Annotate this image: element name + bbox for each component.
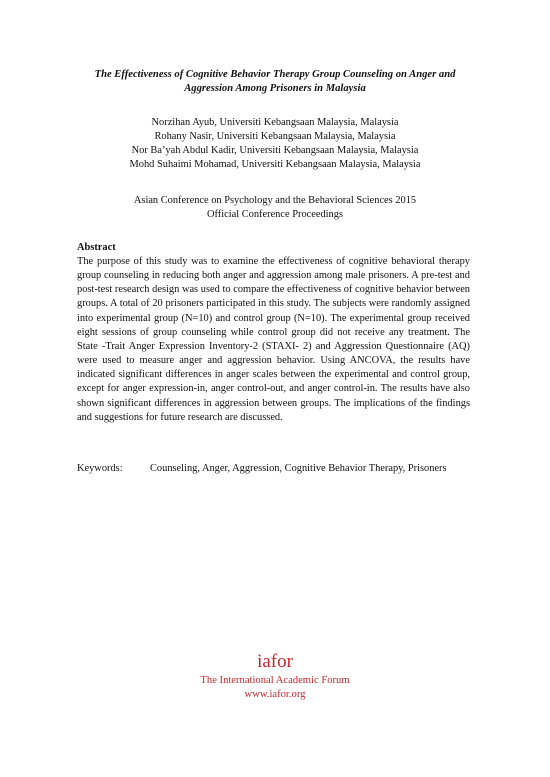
author-affiliation: Mohd Suhaimi Mohamad, Universiti Kebangsaan Malaysia, Malaysia xyxy=(129,159,421,170)
author-affiliation: Norzihan Ayub, Universiti Kebangsaan Malaysia, Malaysia xyxy=(151,117,399,128)
author-affiliation: Nor Ba’yah Abdul Kadir, Universiti Kebangsaan Malaysia, Malaysia xyxy=(131,145,419,156)
publisher-footer xyxy=(0,650,550,702)
author-affiliation: Rohany Nasir, Universiti Kebangsaan Malaysia, Malaysia xyxy=(154,131,396,142)
paper-title-line-2: Aggression Among Prisoners in Malaysia xyxy=(184,83,366,94)
keywords-label: Keywords: xyxy=(77,463,123,474)
keywords-list: Counseling, Anger, Aggression, Cognitive Behavior Therapy, Prisoners xyxy=(150,463,447,474)
conference-name: Asian Conference on Psychology and the Behavioral Sciences 2015 xyxy=(133,195,417,206)
abstract-heading: Abstract xyxy=(77,242,116,253)
publisher-url: www.iafor.org xyxy=(244,689,306,700)
publisher-name: The International Academic Forum xyxy=(200,675,350,686)
conference-info xyxy=(60,194,490,222)
abstract-body: The purpose of this study was to examine the effectiveness of cognitive behavioral therapy group counseling in reducing both anger and aggression among male prisoners. A pre-test and post-test research design was used to compare the effectiveness of cognitive behavior between groups. A total of 20 prisoners participated in this study. The subjects were randomly assigned into experimental group (N=10) and control group (N=10). The experimental group received eight sessions of group counseling while control group did not receive any treatment. The State -Trait Anger Expression Inventory-2 (STAXI- 2) and Aggression Questionnaire (AQ) were used to measure anger and aggression behavior. Using ANCOVA, the results have indicated significant differences in anger scales between the experimental and control group, except for anger expression-in, anger control-out, and anger control-in. The results have also shown significant differences in aggression between groups. The implications of the findings and suggestions for future research are discussed. xyxy=(77,256,470,423)
paper-title-line-1: The Effectiveness of Cognitive Behavior Therapy Group Counseling on Anger and xyxy=(94,69,456,80)
author-list xyxy=(60,116,490,172)
iafor-logo: iafor xyxy=(257,651,293,672)
proceedings-label: Official Conference Proceedings xyxy=(207,209,343,220)
paper-title xyxy=(60,68,490,96)
keywords-section xyxy=(77,461,470,476)
